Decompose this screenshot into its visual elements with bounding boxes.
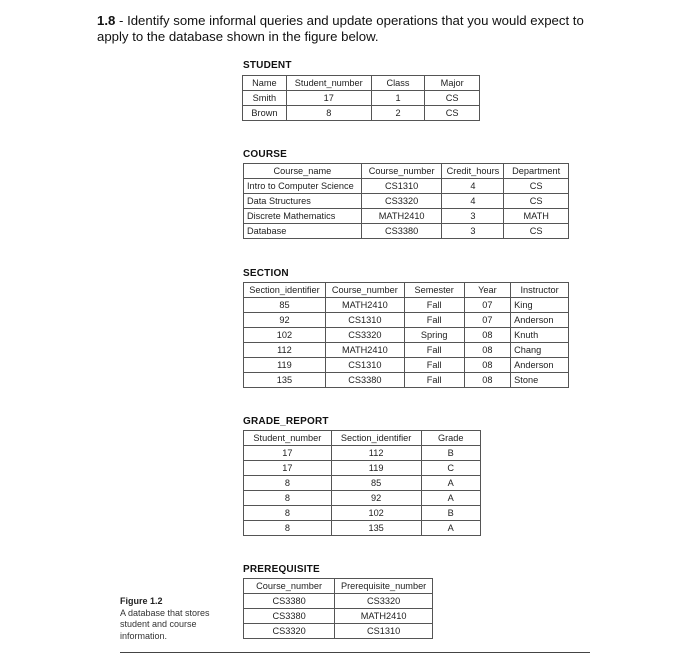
table-cell: MATH: [504, 209, 569, 224]
table-cell: CS3320: [335, 594, 433, 609]
figure-caption: [120, 596, 230, 642]
table-cell: 4: [442, 194, 504, 209]
table-cell: CS3380: [244, 609, 335, 624]
table-cell: 135: [331, 521, 421, 536]
table-cell: Fall: [404, 298, 464, 313]
table-cell: 8: [244, 506, 332, 521]
bottom-divider: [120, 652, 590, 653]
table-cell: A: [421, 521, 481, 536]
table-cell: CS1310: [361, 179, 442, 194]
table-cell: MATH2410: [335, 609, 433, 624]
table-cell: MATH2410: [325, 343, 404, 358]
table-cell: 135: [244, 373, 326, 388]
table-cell: Data Structures: [244, 194, 362, 209]
column-header: Class: [371, 76, 425, 91]
table-row: [244, 343, 569, 358]
table-row: [243, 106, 480, 121]
course-table-title: COURSE: [243, 149, 287, 160]
table-cell: CS3320: [361, 194, 442, 209]
table-cell: B: [421, 506, 481, 521]
table-cell: CS: [425, 106, 480, 121]
table-row: [244, 224, 569, 239]
table-cell: Smith: [243, 91, 287, 106]
column-header: Semester: [404, 283, 464, 298]
question-text: [97, 13, 617, 45]
section-table: [243, 282, 569, 388]
table-row: [244, 313, 569, 328]
question-body: - Identify some informal queries and update operations that you would expect to apply to the database shown in the figure below.: [97, 13, 584, 44]
table-cell: CS: [504, 194, 569, 209]
table-row: [244, 476, 481, 491]
table-cell: Spring: [404, 328, 464, 343]
table-cell: 85: [244, 298, 326, 313]
table-row: [244, 461, 481, 476]
table-cell: Fall: [404, 373, 464, 388]
table-cell: Brown: [243, 106, 287, 121]
table-cell: CS: [425, 91, 480, 106]
column-header: Department: [504, 164, 569, 179]
table-cell: 119: [331, 461, 421, 476]
table-cell: MATH2410: [325, 298, 404, 313]
column-header: Year: [464, 283, 511, 298]
table-header-row: [243, 76, 480, 91]
table-header-row: [244, 579, 433, 594]
table-cell: 92: [331, 491, 421, 506]
table-cell: CS3380: [361, 224, 442, 239]
table-cell: CS3380: [325, 373, 404, 388]
table-cell: CS3320: [244, 624, 335, 639]
table-cell: CS: [504, 224, 569, 239]
table-cell: Fall: [404, 358, 464, 373]
grade-report-table-title: GRADE_REPORT: [243, 416, 329, 427]
column-header: Course_number: [361, 164, 442, 179]
column-header: Course_number: [244, 579, 335, 594]
table-cell: A: [421, 491, 481, 506]
table-row: [244, 328, 569, 343]
table-row: [244, 521, 481, 536]
column-header: Student_number: [286, 76, 371, 91]
table-cell: Fall: [404, 313, 464, 328]
table-cell: 1: [371, 91, 425, 106]
table-row: [244, 446, 481, 461]
figure-label: Figure 1.2: [120, 596, 163, 606]
table-cell: CS1310: [335, 624, 433, 639]
column-header: Name: [243, 76, 287, 91]
student-table: [242, 75, 480, 121]
table-cell: 08: [464, 343, 511, 358]
table-header-row: [244, 164, 569, 179]
table-row: [244, 373, 569, 388]
table-cell: 2: [371, 106, 425, 121]
grade-report-table: [243, 430, 481, 536]
table-cell: 85: [331, 476, 421, 491]
table-cell: A: [421, 476, 481, 491]
table-cell: CS1310: [325, 313, 404, 328]
table-cell: 17: [244, 446, 332, 461]
table-cell: Anderson: [511, 313, 569, 328]
table-cell: 8: [244, 491, 332, 506]
table-cell: King: [511, 298, 569, 313]
table-cell: MATH2410: [361, 209, 442, 224]
column-header: Section_identifier: [331, 431, 421, 446]
table-cell: Database: [244, 224, 362, 239]
question-number: 1.8: [97, 13, 116, 28]
column-header: Credit_hours: [442, 164, 504, 179]
table-row: [244, 491, 481, 506]
table-row: [244, 194, 569, 209]
table-cell: Knuth: [511, 328, 569, 343]
table-row: [244, 209, 569, 224]
table-cell: 4: [442, 179, 504, 194]
table-cell: 08: [464, 373, 511, 388]
figure-caption-text: A database that stores student and course information.: [120, 607, 210, 641]
table-cell: CS3320: [325, 328, 404, 343]
course-table: [243, 163, 569, 239]
column-header: Section_identifier: [244, 283, 326, 298]
table-cell: 08: [464, 328, 511, 343]
table-cell: Chang: [511, 343, 569, 358]
column-header: Major: [425, 76, 480, 91]
table-header-row: [244, 283, 569, 298]
table-cell: 102: [331, 506, 421, 521]
table-cell: 102: [244, 328, 326, 343]
column-header: Course_number: [325, 283, 404, 298]
table-cell: 08: [464, 358, 511, 373]
table-cell: 8: [244, 521, 332, 536]
table-cell: B: [421, 446, 481, 461]
section-table-title: SECTION: [243, 268, 289, 279]
table-cell: Anderson: [511, 358, 569, 373]
table-row: [244, 594, 433, 609]
column-header: Grade: [421, 431, 481, 446]
table-row: [244, 506, 481, 521]
table-cell: Stone: [511, 373, 569, 388]
table-cell: CS1310: [325, 358, 404, 373]
table-cell: CS: [504, 179, 569, 194]
table-cell: Discrete Mathematics: [244, 209, 362, 224]
table-cell: Intro to Computer Science: [244, 179, 362, 194]
table-cell: 112: [244, 343, 326, 358]
column-header: Student_number: [244, 431, 332, 446]
column-header: Prerequisite_number: [335, 579, 433, 594]
table-cell: 07: [464, 313, 511, 328]
table-header-row: [244, 431, 481, 446]
table-cell: 112: [331, 446, 421, 461]
column-header: Instructor: [511, 283, 569, 298]
table-cell: 92: [244, 313, 326, 328]
student-table-title: STUDENT: [243, 60, 292, 71]
table-row: [244, 298, 569, 313]
table-cell: 17: [286, 91, 371, 106]
table-cell: 3: [442, 224, 504, 239]
table-cell: 8: [244, 476, 332, 491]
table-row: [243, 91, 480, 106]
table-cell: C: [421, 461, 481, 476]
table-row: [244, 358, 569, 373]
table-cell: Fall: [404, 343, 464, 358]
column-header: Course_name: [244, 164, 362, 179]
table-cell: CS3380: [244, 594, 335, 609]
table-cell: 3: [442, 209, 504, 224]
table-row: [244, 179, 569, 194]
prerequisite-table: [243, 578, 433, 639]
table-cell: 8: [286, 106, 371, 121]
table-row: [244, 609, 433, 624]
table-cell: 07: [464, 298, 511, 313]
table-cell: 17: [244, 461, 332, 476]
table-cell: 119: [244, 358, 326, 373]
table-row: [244, 624, 433, 639]
prerequisite-table-title: PREREQUISITE: [243, 564, 320, 575]
